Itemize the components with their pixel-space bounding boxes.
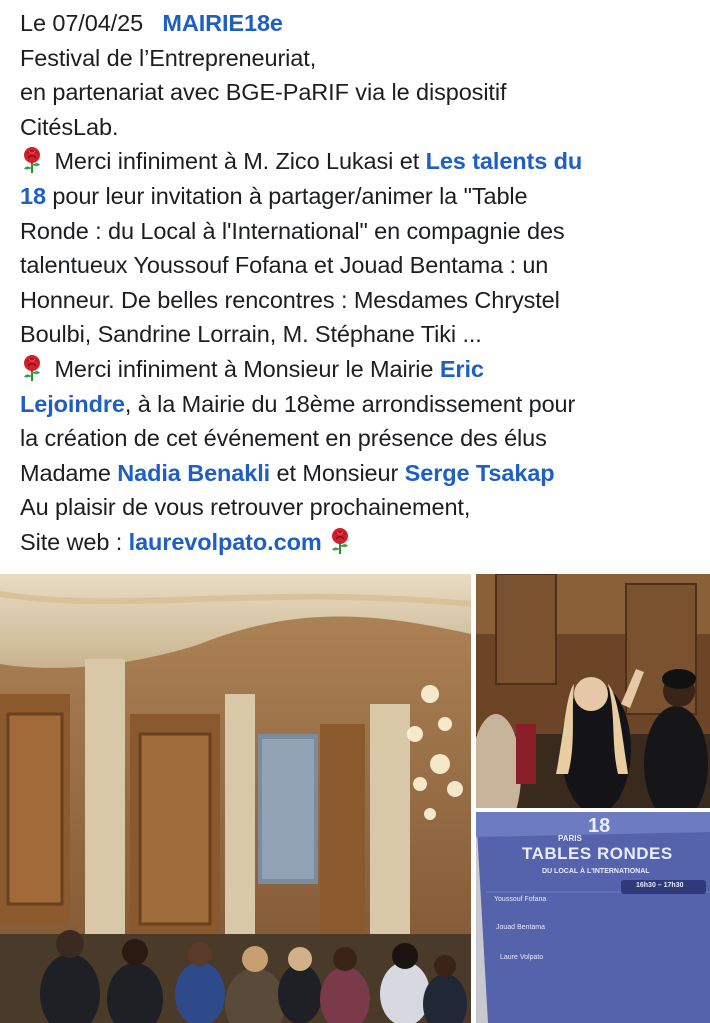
post-line-9: Honneur. De belles rencontres : Mesdames Chrystel [20, 286, 560, 313]
town-hall-illustration [0, 574, 471, 1023]
post-line-16 [20, 525, 700, 560]
rose-emoji-icon [20, 354, 44, 382]
slide-time: 16h30 – 17h30 [636, 882, 684, 889]
slide-badge-18: 18 [588, 815, 611, 837]
serge-tsakap-link[interactable]: Serge Tsakap [404, 459, 555, 486]
photo-town-hall-audience[interactable] [0, 574, 471, 1023]
post-line-1 [20, 6, 700, 41]
post-line-13: la création de cet événement en présence des élus [20, 425, 547, 452]
post-text-thanks-2: Merci infiniment à Monsieur le Mairie [54, 355, 434, 382]
rose-emoji-icon [20, 146, 44, 174]
photo-panel-speakers[interactable] [476, 574, 710, 808]
website-link[interactable]: laurevolpato.com [128, 528, 322, 555]
eric-lejoindre-link-part1[interactable]: Eric [439, 355, 484, 382]
post-line-11 [20, 352, 700, 387]
slide-speaker-1: Youssouf Fofana [494, 896, 547, 903]
slide-paris-logo: PARIS [558, 834, 582, 843]
post-text-site: Site web : [20, 528, 123, 555]
slide-speaker-2: Jouad Bentama [496, 924, 546, 931]
post-text-madame: Madame [20, 459, 111, 486]
post-line-8: talentueux Youssouf Fofana et Jouad Bentama : un [20, 252, 549, 279]
post-date: Le 07/04/25 [20, 10, 144, 36]
talents-link-part1[interactable]: Les talents du [425, 148, 583, 175]
post-text-invitation: pour leur invitation à partager/animer la "Table [52, 182, 528, 209]
eric-lejoindre-link-part2[interactable]: Lejoindre [20, 390, 125, 417]
post-line-3: en partenariat avec BGE-PaRIF via le dispositif [20, 79, 507, 106]
rose-emoji-icon [328, 527, 352, 555]
post-line-2: Festival de l’Entrepreneuriat, [20, 44, 317, 71]
post-line-14 [20, 456, 700, 491]
post-line-5 [20, 144, 700, 179]
post-line-4: CitésLab. [20, 113, 119, 140]
photo-projected-slide[interactable] [476, 812, 710, 1023]
post-line-15: Au plaisir de vous retrouver prochainement, [20, 494, 471, 521]
post-line-6 [20, 179, 700, 214]
slide-subtitle: DU LOCAL À L'INTERNATIONAL [542, 868, 650, 875]
post-line-10: Boulbi, Sandrine Lorrain, M. Stéphane Tiki ... [20, 321, 482, 348]
post-text-mairie: , à la Mairie du 18ème arrondissement pour [124, 390, 576, 417]
post-line-12 [20, 387, 700, 422]
mairie-tag-link[interactable]: MAIRIE18e [162, 10, 283, 36]
post-line-7: Ronde : du Local à l'International" en compagnie des [20, 217, 565, 244]
post-text-monsieur: et Monsieur [276, 459, 399, 486]
nadia-benakli-link[interactable]: Nadia Benakli [117, 459, 271, 486]
panel-illustration [476, 574, 710, 808]
post-body [20, 6, 700, 560]
post-text-thanks-1: Merci infiniment à M. Zico Lukasi et [54, 148, 420, 175]
talents-link-part2[interactable]: 18 [20, 182, 46, 209]
slide-speaker-3: Laure Volpato [500, 954, 544, 961]
slide-title: TABLES RONDES [522, 844, 673, 863]
